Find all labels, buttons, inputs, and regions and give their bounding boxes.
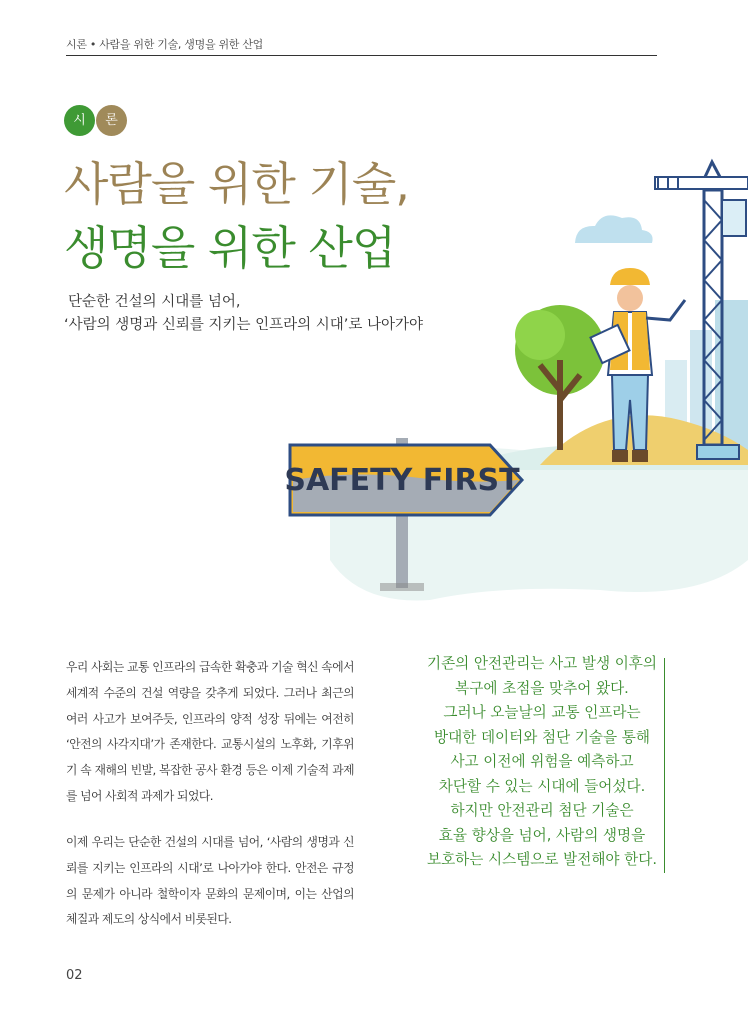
pull-quote-line: 차단할 수 있는 시대에 들어섰다.	[438, 777, 646, 795]
page-title-line1: 사람을 위한 기술,	[64, 157, 409, 211]
body-paragraph-2: 이제 우리는 단순한 건설의 시대를 넘어, ‘사람의 생명과 신뢰를 지키는 인프라의 시대’로 나아가야 한다. 안전은 규정의 문제가 아니라 철학이자 문화의 문제이며, 이는 산업의 체질과 제도의 상식에서 비롯된다.	[66, 835, 354, 927]
subtitle-line1: 단순한 건설의 시대를 넘어,	[68, 294, 241, 310]
sign-text: SAFETY FIRST	[284, 463, 520, 498]
cloud-shape	[575, 215, 653, 243]
pull-quote-line: 방대한 데이터와 첨단 기술을 통해	[434, 728, 650, 746]
pull-quote-line: 하지만 안전관리 첨단 기술은	[450, 802, 634, 819]
pull-quote-bar	[664, 658, 665, 873]
pull-quote-line: 보호하는 시스템으로 발전해야 한다.	[426, 851, 658, 868]
pull-quote-line: 효율 향상을 넘어, 사람의 생명을	[438, 826, 646, 844]
pull-quote-line: 그러나 오늘날의 교통 인프라는	[443, 704, 641, 721]
pull-quote-line: 사고 이전에 위험을 예측하고	[450, 753, 634, 770]
pull-quote-line: 기존의 안전관리는 사고 발생 이후의	[426, 655, 658, 672]
body-paragraph-1: 우리 사회는 교통 인프라의 급속한 확충과 기술 혁신 속에서 세계적 수준의 건설 역량을 갖추게 되었다. 그러나 최근의 여러 사고가 보여주듯, 인프라의 양적 성장 뒤에는 여전히 ‘안전의 사각지대’가 존재한다. 교통시설의 노후화, 기후위기 속 재해의 빈발, 복잡한 공사 환경 등은 이제 기술적 과제를 넘어 사회적 과제가 되었다.	[66, 660, 354, 803]
header-breadcrumb: 시론 • 사람을 위한 기술, 생명을 위한 산업	[66, 38, 263, 51]
section-badge-second: 론	[96, 105, 127, 136]
page-title-line2: 생명을 위한 산업	[64, 221, 396, 275]
pull-quote	[392, 652, 692, 873]
page-number: 02	[66, 968, 83, 983]
building-2	[715, 300, 748, 450]
section-badge-first: 시	[64, 105, 95, 136]
subtitle-line2: ‘사람의 생명과 신뢰를 지키는 인프라의 시대’로 나아가야	[64, 317, 424, 333]
pull-quote-line: 복구에 초점을 맞추어 왔다.	[455, 679, 629, 697]
